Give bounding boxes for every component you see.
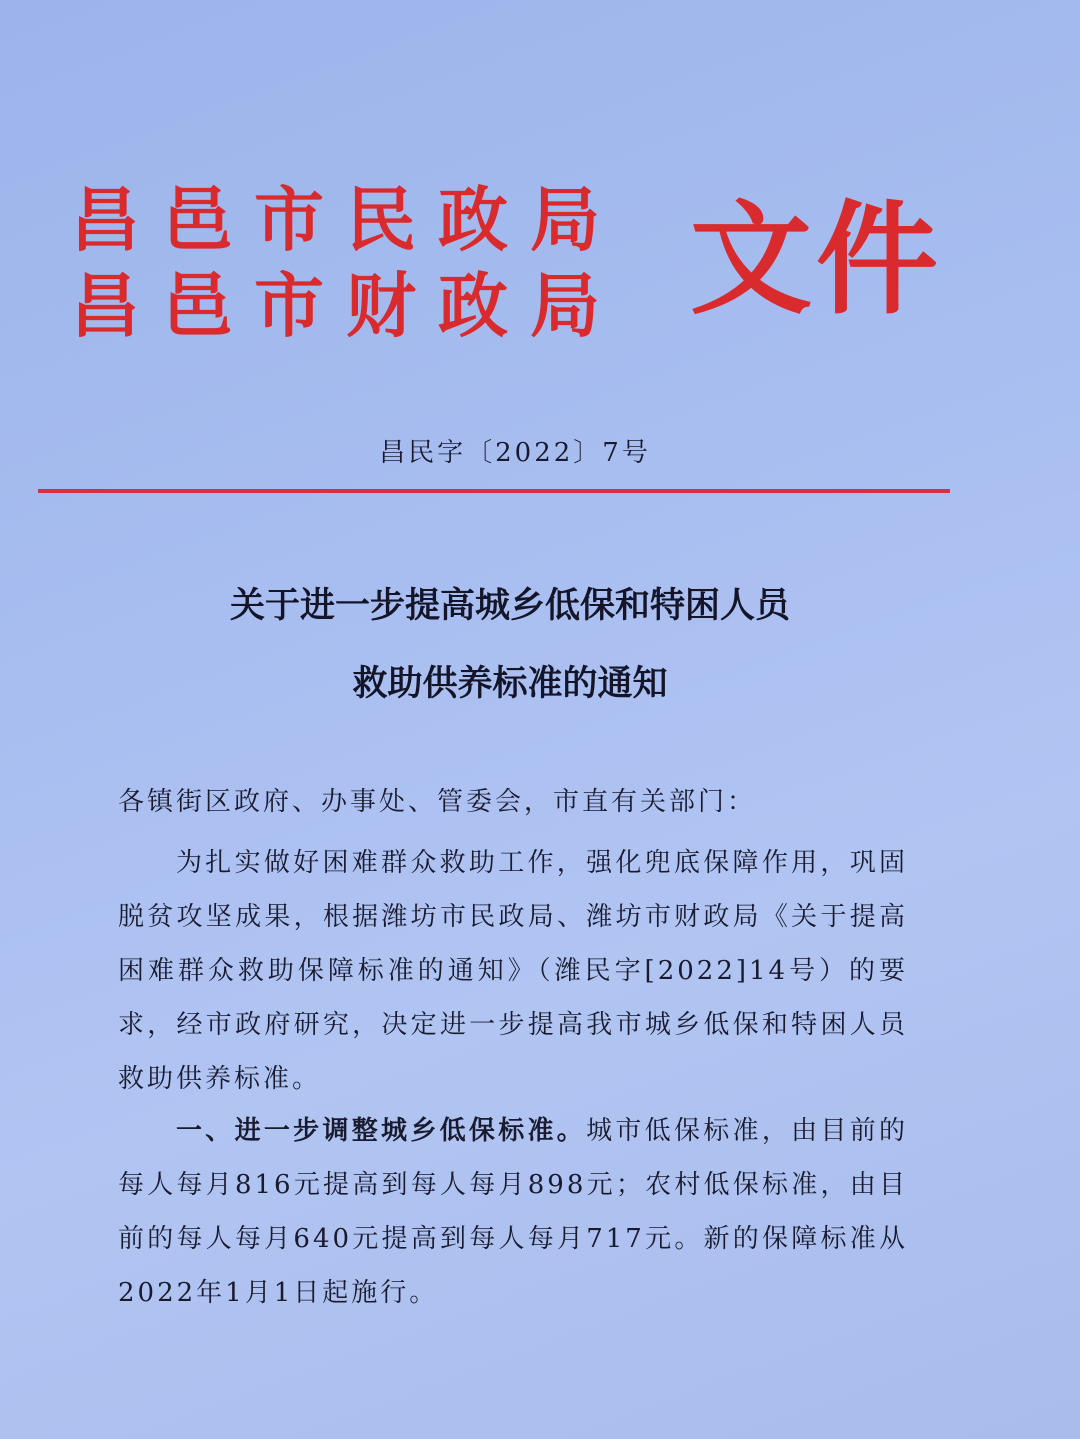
agency-name-finance: 昌邑市财政局 <box>70 265 622 347</box>
body-paragraph-1: 为扎实做好困难群众救助工作，强化兜底保障作用，巩固脱贫攻坚成果，根据潍坊市民政局、潍坊市财政局《关于提高困难群众救助保障标准的通知》（潍民字[2022]14号）的要求，经市政府研究，决定进一步提高我市城乡低保和特困人员救助供养标准。 <box>118 848 908 1094</box>
red-divider-line <box>38 489 950 493</box>
salutation: 各镇街区政府、办事处、管委会，市直有关部门： <box>118 787 757 817</box>
section-1-text: 城市低保标准，由目前的每人每月816元提高到每人每月898元；农村低保标准，由目前的每人每月640元提高到每人每月717元。新的保障标准从2022年1月1日起施行。 <box>118 1116 908 1308</box>
document-title-line-1: 关于进一步提高城乡低保和特困人员 <box>229 586 790 626</box>
document-number: 昌民字〔2022〕7号 <box>379 438 651 468</box>
section-1-heading: 一、进一步调整城乡低保标准。 <box>176 1116 587 1146</box>
body-paragraph-2 <box>118 1104 908 1320</box>
agency-name-civil-affairs: 昌邑市民政局 <box>70 179 622 261</box>
document-title-line-2: 救助供养标准的通知 <box>352 664 668 704</box>
document-word: 文件 <box>690 189 942 331</box>
